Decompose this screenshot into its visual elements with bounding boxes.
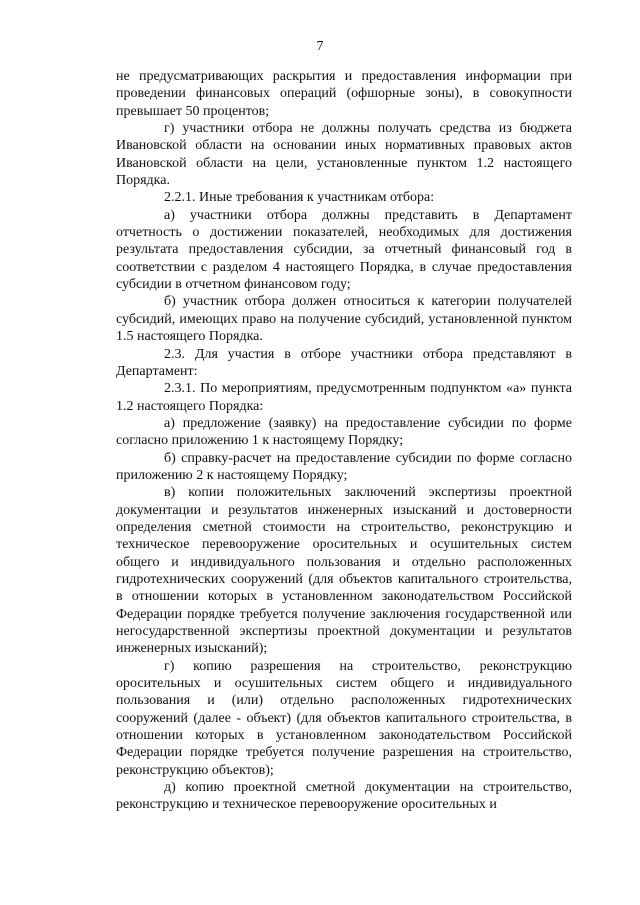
document-body — [116, 68, 572, 814]
paragraph-2-2-1-heading: 2.2.1. Иные требования к участникам отбора: — [164, 190, 435, 206]
paragraph-item-a-application: а) предложение (заявку) на предоставление субсидии по форме согласно приложению 1 к настоящему Порядку; — [116, 415, 572, 449]
paragraph-item-v-expertise: в) копии положительных заключений экспертизы проектной документации и результатов инженерных изысканий и достоверности определения сметной стоимости на строительство, реконструкцию и техническое перевооружение оросительных и осушительных систем общего и индивидуального пользования и отдельно расположенных гидротехнических сооружений (для объектов капитального строительства, в отношении которых в установленном законодательством Российской Федерации порядке требуется получение заключения государственной или негосударственной экспертизы проектной документации и результатов инженерных изысканий); — [116, 485, 572, 657]
page-number: 7 — [316, 39, 324, 54]
paragraph-item-g-permit: г) копию разрешения на строительство, реконструкцию оросительных и осушительных систем общего и индивидуального пользования и (или) отдельно расположенных гидротехнических сооружений (далее - объект) (для объектов капитального строительства, в отношении которых в установленном законодательством Российской Федерации порядке требуется получение разрешения на строительство, реконструкцию объектов); — [116, 658, 572, 778]
paragraph-2-3-1-heading: 2.3.1. По мероприятиям, предусмотренным подпунктом «а» пункта 1.2 настоящего Порядка: — [116, 381, 572, 414]
paragraph-item-b-calculation: б) справку-расчет на предоставление субсидии по форме согласно приложению 2 к настоящему Порядку; — [116, 450, 572, 483]
paragraph-item-d-project-docs: д) копию проектной сметной документации на строительство, реконструкцию и техническое перевооружение оросительных и — [116, 780, 572, 813]
paragraph-item-b-category: б) участник отбора должен относиться к категории получателей субсидий, имеющих право на получение субсидий, установленной пунктом 1.5 настоящего Порядка. — [116, 294, 572, 345]
paragraph-offshore-continuation: не предусматривающих раскрытия и предоставления информации при проведении финансовых операций (офшорные зоны), в совокупности превышает 50 процентов; — [116, 69, 572, 119]
paragraph-item-g-budget: г) участники отбора не должны получать средства из бюджета Ивановской области на основании иных нормативных правовых актов Ивановской области на цели, установленные пунктом 1.2 настоящего Порядка. — [116, 121, 572, 189]
paragraph-item-a-reporting: а) участники отбора должны представить в Департамент отчетность о достижении показателей, необходимых для достижения результата предоставления субсидии, за отчетный финансовый год в соответствии с разделом 4 настоящего Порядка, в случае предоставления субсидии в отчетном финансовом году; — [116, 207, 572, 293]
paragraph-2-3-heading: 2.3. Для участия в отборе участники отбора представляют в Департамент: — [116, 346, 572, 379]
